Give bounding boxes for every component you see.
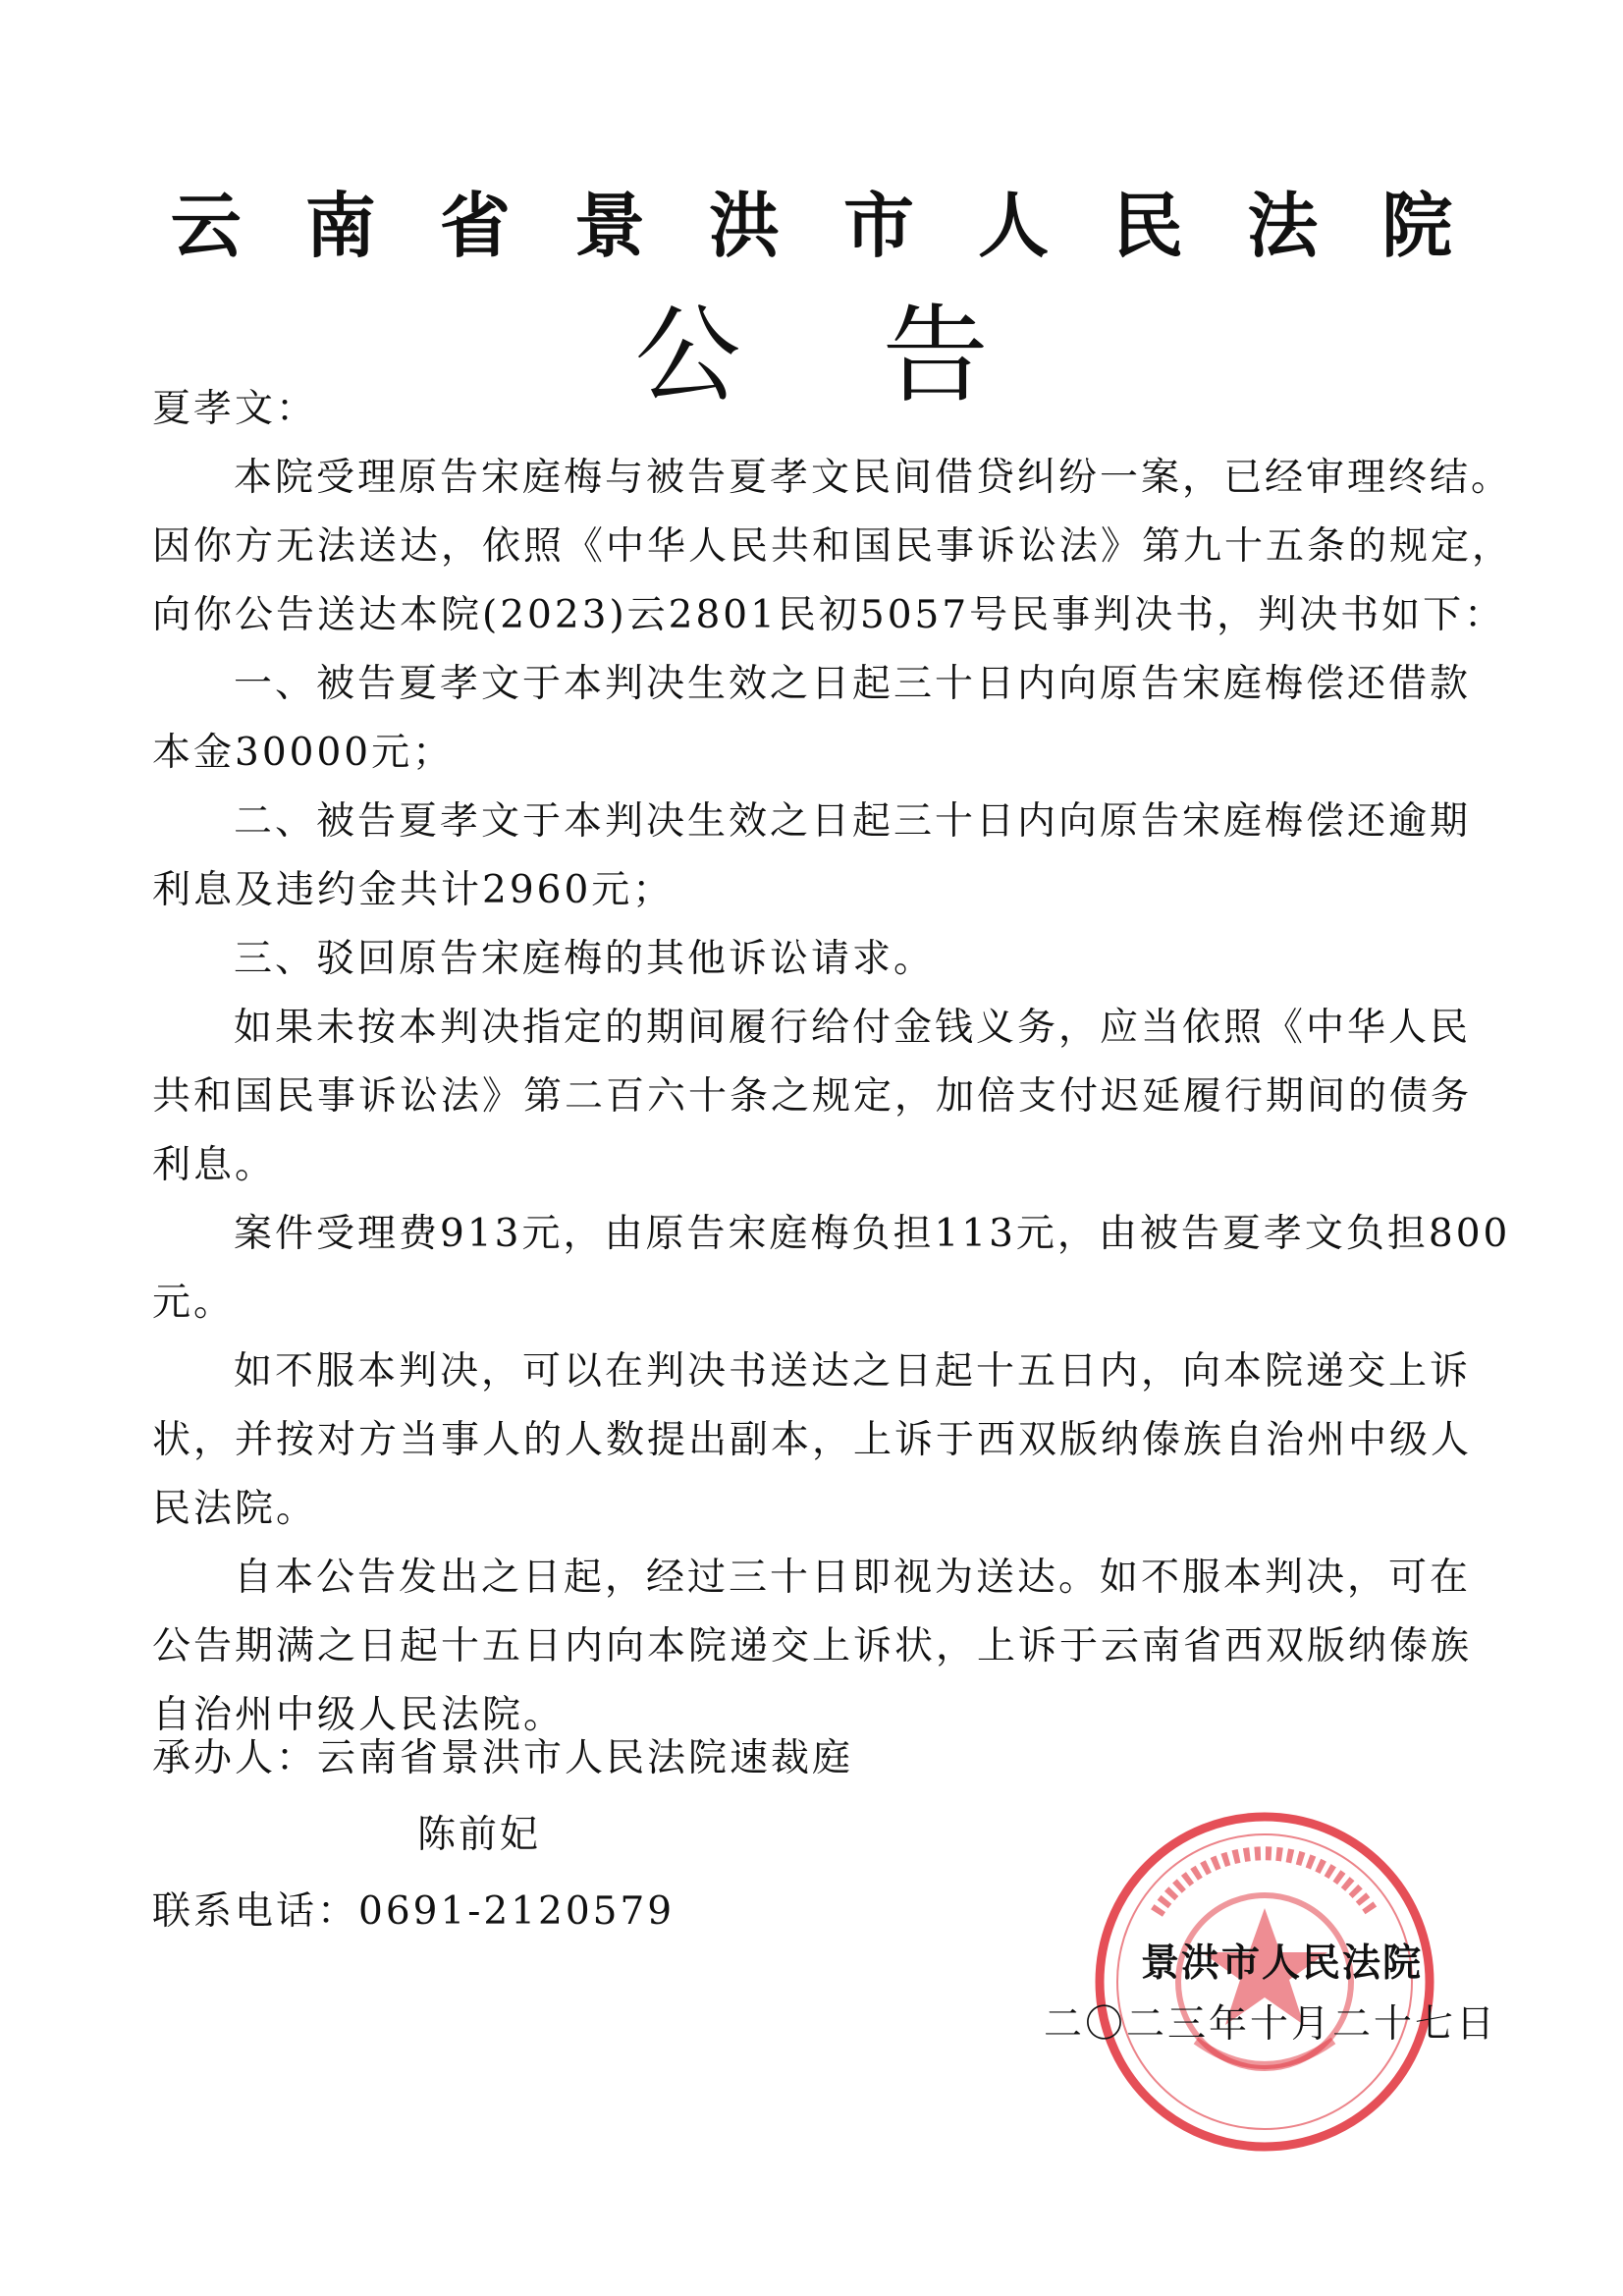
fee-line: 案件受理费913元，由原告宋庭梅负担113元，由被告夏孝文负担800 (234, 1212, 1511, 1256)
notice-body (152, 375, 1514, 1750)
paragraph-line: 状，并按对方当事人的人数提出副本，上诉于西双版纳傣族自治州中级人 (152, 1418, 1473, 1462)
court-name: 云 南 省 景 洪 市 人 民 法 院 (170, 185, 1453, 267)
phone-line: 联系电话：0691-2120579 (152, 1889, 676, 1934)
paragraph-line: 共和国民事诉讼法》第二百六十条之规定，加倍支付迟延履行期间的债务 (152, 1074, 1473, 1119)
notice-title: 公 告 (634, 295, 989, 417)
paragraph-line: 自治州中级人民法院。 (152, 1693, 566, 1737)
signing-date: 二〇二三年十月二十七日 (1044, 2002, 1498, 2047)
appeal-line: 如不服本判决，可以在判决书送达之日起十五日内，向本院递交上诉 (234, 1349, 1472, 1394)
paragraph-line: 利息及违约金共计2960元； (152, 868, 675, 912)
service-line: 自本公告发出之日起，经过三十日即视为送达。如不服本判决，可在 (234, 1556, 1472, 1600)
paragraph-line: 向你公告送达本院(2023)云2801民初5057号民事判决书，判决书如下： (152, 593, 1506, 637)
paragraph-line: 本院受理原告宋庭梅与被告夏孝文民间借贷纠纷一案，已经审理终结。 (234, 456, 1513, 500)
handler-line: 承办人：云南省景洪市人民法院速裁庭 (152, 1736, 854, 1780)
judgment-item-3: 三、驳回原告宋庭梅的其他诉讼请求。 (234, 937, 936, 981)
paragraph-line: 元。 (152, 1281, 236, 1325)
signing-court: 景洪市人民法院 (1141, 1941, 1424, 1986)
paragraph-line: 利息。 (152, 1143, 277, 1187)
paragraph-line: 因你方无法送达，依照《中华人民共和国民事诉讼法》第九十五条的规定， (152, 524, 1514, 569)
judgment-item-2: 二、被告夏孝文于本判决生效之日起三十日内向原告宋庭梅偿还逾期 (234, 799, 1472, 844)
judgment-item-1: 一、被告夏孝文于本判决生效之日起三十日内向原告宋庭梅偿还借款 (234, 662, 1472, 706)
paragraph-line: 本金30000元； (152, 731, 455, 775)
signer-name: 陈前妃 (417, 1813, 542, 1857)
paragraph-line: 民法院。 (152, 1487, 318, 1531)
contact-block (152, 1721, 1134, 1950)
paragraph-line: 公告期满之日起十五日内向本院递交上诉状，上诉于云南省西双版纳傣族 (152, 1624, 1473, 1668)
paragraph-line: 如果未按本判决指定的期间履行给付金钱义务，应当依照《中华人民 (234, 1006, 1472, 1050)
recipient: 夏孝文： (152, 387, 318, 431)
